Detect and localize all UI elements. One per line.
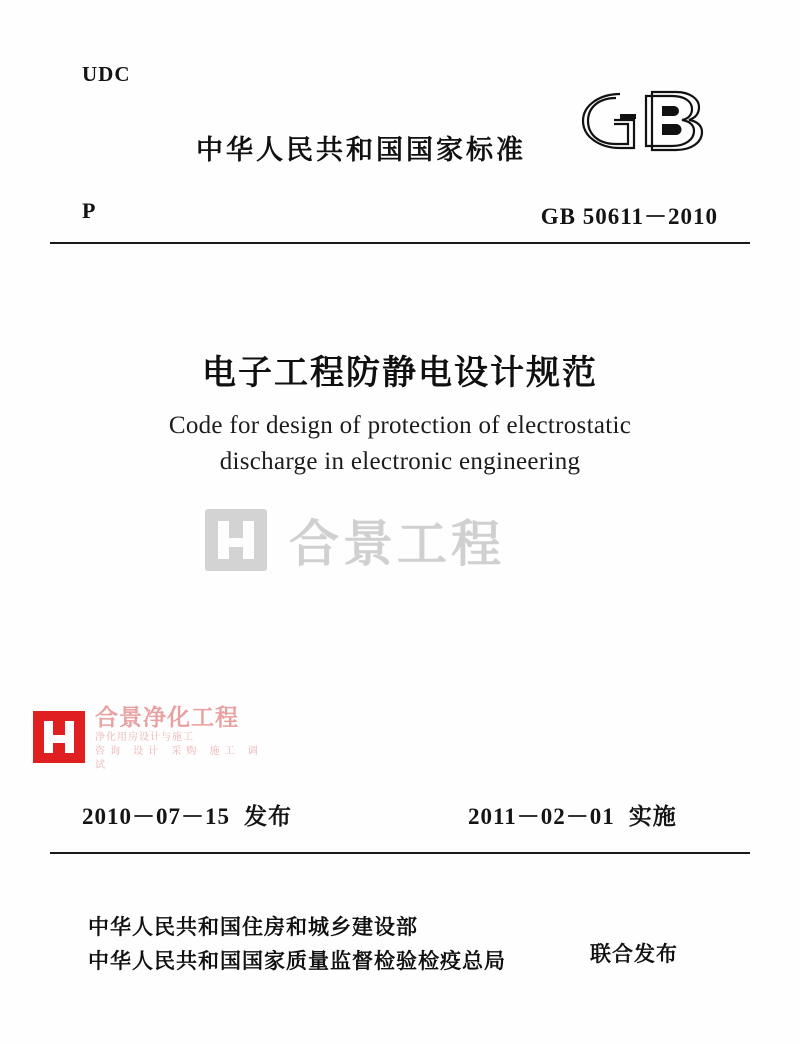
publish-label: 发布	[244, 804, 292, 830]
issuer-line-1: 中华人民共和国住房和城乡建设部	[88, 915, 418, 939]
watermark-red-logo-icon	[33, 711, 85, 763]
gb-emblem-icon	[576, 88, 716, 154]
category-letter: P	[82, 198, 96, 223]
publish-date: 2010－07－15	[82, 804, 230, 829]
page-title-english	[0, 408, 800, 480]
publish-date-block	[82, 798, 292, 831]
issuer-block	[88, 910, 648, 978]
title-english-line1: Code for design of protection of electrostatic	[168, 412, 632, 439]
effective-date-block	[468, 798, 677, 831]
watermark-main	[205, 500, 605, 580]
watermark-logo-icon	[205, 509, 267, 571]
national-standard-heading: 中华人民共和国国家标准	[196, 135, 526, 166]
udc-label: UDC	[82, 62, 131, 86]
joint-publish-label: 联合发布	[590, 942, 678, 966]
watermark-red-subtitle-2: 咨询 设计 采购 施工 调试	[95, 746, 263, 771]
title-english-line2: discharge in electronic engineering	[219, 448, 581, 475]
divider-top	[50, 242, 750, 244]
issuer-line-2: 中华人民共和国国家质量监督检验检疫总局	[88, 949, 506, 973]
watermark-red-subtitle-1: 净化用房设计与施工	[95, 732, 194, 743]
effective-date: 2011－02－01	[468, 804, 615, 829]
divider-bottom	[50, 852, 750, 854]
standard-code: GB 50611－2010	[540, 204, 718, 229]
watermark-red	[33, 705, 273, 777]
watermark-main-text: 合景工程	[289, 515, 505, 573]
watermark-red-title: 合景净化工程	[95, 705, 239, 731]
page-title-chinese: 电子工程防静电设计规范	[202, 353, 598, 393]
effective-label: 实施	[628, 804, 677, 830]
